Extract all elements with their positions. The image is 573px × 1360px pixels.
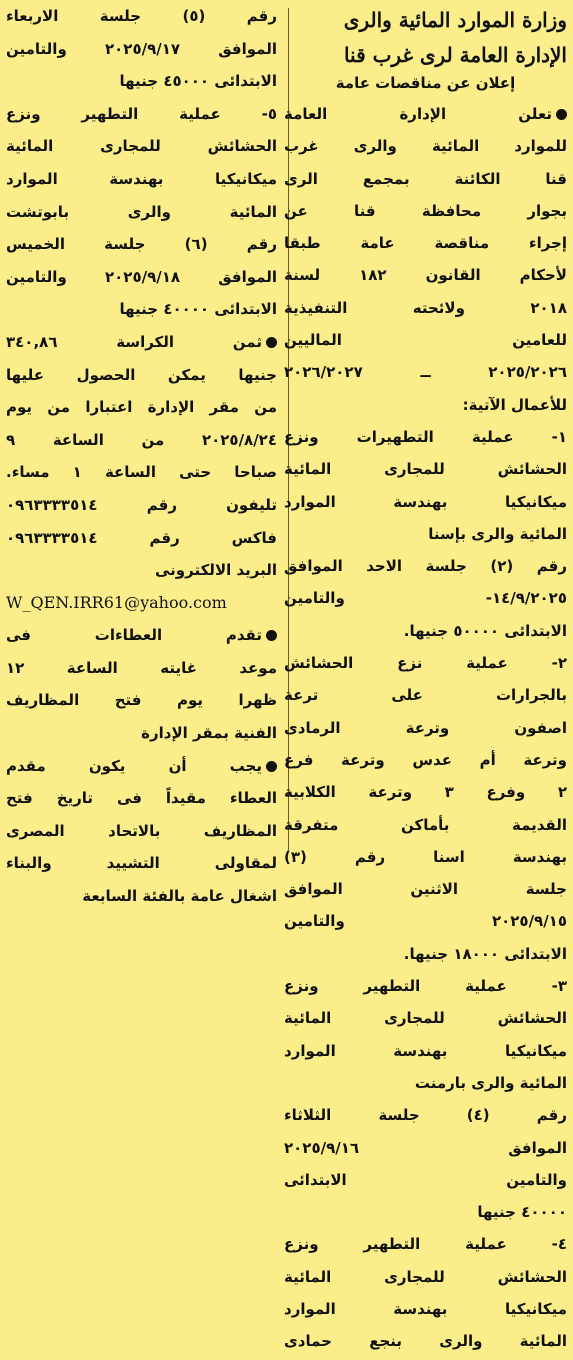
text-line: الحشائش للمجارى المائية — [284, 1267, 567, 1286]
text-line: للأعمال الآتية: — [462, 395, 567, 414]
text-line: الفنية بمقر الإدارة — [141, 724, 277, 743]
text-line: لمقاولى التشييد والبناء — [6, 854, 277, 873]
text-line: موعد غايته الساعة ١٢ — [6, 658, 277, 677]
text-line: يجب أن يكون مقدم — [6, 750, 277, 783]
text-line: الحشائش للمجارى المائية — [6, 137, 277, 156]
administration-title: الإدارة العامة لرى غرب قنا — [343, 43, 567, 67]
text-line: ٢- عملية نزع الحشائش — [284, 654, 567, 673]
text-line: ٢٠١٨ ولائحته التنفيذية — [284, 298, 567, 317]
text-line: فاكس رقم ٠٩٦٣٣٣٣٥١٤ — [6, 528, 277, 547]
text-line: والتامين الابتدائى — [284, 1170, 567, 1189]
text-line: القديمة بأماكن متفرقة — [284, 815, 567, 834]
text-line: اصفون وترعة الرمادى — [284, 718, 567, 737]
text-line: ٢٠٢٥/٢٠٢٦ ــ ٢٠٢٦/٢٠٢٧ — [284, 363, 567, 382]
text-line: الموافق ٢٠٢٥/٩/١٦ — [284, 1138, 567, 1157]
text-line: وترعة أم عدس وترعة فرع — [284, 750, 567, 769]
text-line: المائية والرى بابوتشت — [6, 202, 277, 221]
text-line: ثمن الكراسة ٣٤٠,٨٦ — [6, 326, 277, 359]
text-line: ميكانيكيا بهندسة الموارد — [6, 169, 277, 188]
text-line: المائية والرى بإسنا — [428, 524, 567, 543]
text-line: للعامين الماليين — [284, 331, 567, 350]
text-line: تعلن الإدارة العامة — [284, 98, 567, 130]
text-line: من مقر الإدارة اعتبارا من يوم — [6, 398, 277, 417]
text-line: ٢ وفرع ٣ وترعة الكلابية — [284, 783, 567, 802]
text-line: رقم (٢) جلسة الاحد الموافق — [284, 557, 567, 576]
announcement-subtitle: إعلان عن مناقصات عامة — [335, 74, 516, 92]
text-line: رقم (٤) جلسة الثلاثاء — [284, 1106, 567, 1125]
text-line: المائية والرى بنجع حمادى — [284, 1332, 567, 1351]
text-line: ١٤/٩/٢٠٢٥- والتامين — [284, 589, 567, 608]
text-line: ميكانيكيا بهندسة الموارد — [284, 1299, 567, 1318]
bullet-icon — [556, 109, 567, 120]
bullet-icon — [266, 761, 277, 772]
text-line: ميكانيكيا بهندسة الموارد — [284, 1041, 567, 1060]
text-line: اشغال عامة بالفئة السابعة — [82, 887, 277, 906]
text-line: الابتدائى ٥٠٠٠٠ جنيها. — [403, 621, 567, 640]
text-line: البريد الالكترونى — [155, 561, 277, 580]
text-line: الابتدائى ١٨٠٠٠ جنيها. — [403, 944, 567, 963]
text-line: ميكانيكيا بهندسة الموارد — [284, 492, 567, 511]
text-line: قنا الكائنة بمجمع الرى — [284, 169, 567, 188]
left-column — [6, 0, 277, 1360]
text-line: ٤- عملية التطهير ونزع — [284, 1235, 567, 1254]
text-line: الحشائش للمجارى المائية — [284, 1009, 567, 1028]
text-line: الموافق ٢٠٢٥/٩/١٧ والتامين — [6, 39, 277, 58]
text-line: بالجرارات على ترعة — [284, 686, 567, 705]
text-line: ٥- عملية التطهير ونزع — [6, 104, 277, 123]
text-line: لأحكام القانون ١٨٢ لسنة — [284, 266, 567, 285]
text-line: ٣- عملية التطهير ونزع — [284, 977, 567, 996]
text-line: بجوار محافظة قنا عن — [284, 201, 567, 220]
text-line: الموافق ٢٠٢٥/٩/١٨ والتامين — [6, 267, 277, 286]
text-line: صباحا حتى الساعة ١ مساء. — [6, 463, 277, 482]
text-line: بهندسة اسنا رقم (٣) — [284, 847, 567, 866]
text-line: ٢٠٢٥/٨/٢٤ من الساعة ٩ — [6, 430, 277, 449]
right-column — [284, 0, 567, 1360]
text-line: إجراء مناقصة عامة طبقا — [284, 234, 567, 253]
text-line: المظاريف بالاتحاد المصرى — [6, 821, 277, 840]
text-line: ١- عملية التطهيرات ونزع — [284, 427, 567, 446]
text-line: جلسة الاثنين الموافق — [284, 880, 567, 899]
ministry-title: وزارة الموارد المائية والرى — [343, 8, 567, 32]
email-address: W_QEN.IRR61@yahoo.com — [6, 592, 227, 612]
text-line: للموارد المائية والرى غرب — [284, 137, 567, 156]
bullet-icon — [266, 630, 277, 641]
text-line: ٤٠٠٠٠ جنيها — [477, 1203, 567, 1222]
text-line: تليفون رقم ٠٩٦٣٣٣٣٥١٤ — [6, 495, 277, 514]
text-line: الابتدائى ٤٥٠٠٠ جنيها — [119, 72, 277, 91]
text-line: الحشائش للمجارى المائية — [284, 460, 567, 479]
text-line: تقدم العطاءات فى — [6, 619, 277, 652]
text-line: رقم (٦) جلسة الخميس — [6, 235, 277, 254]
text-line: المائية والرى بارمنت — [414, 1073, 567, 1092]
text-line: العطاء مقيداً فى تاريخ فتح — [6, 789, 277, 808]
text-line: ٢٠٢٥/٩/١٥ والتامين — [284, 912, 567, 931]
text-line: الابتدائى ٤٠٠٠٠ جنيها — [119, 300, 277, 319]
text-line: ظهرا يوم فتح المظاريف — [6, 691, 277, 710]
text-line: رقم (٥) جلسة الاربعاء — [6, 7, 277, 25]
text-line: جنيها يمكن الحصول عليها — [6, 365, 277, 384]
bullet-icon — [266, 337, 277, 348]
